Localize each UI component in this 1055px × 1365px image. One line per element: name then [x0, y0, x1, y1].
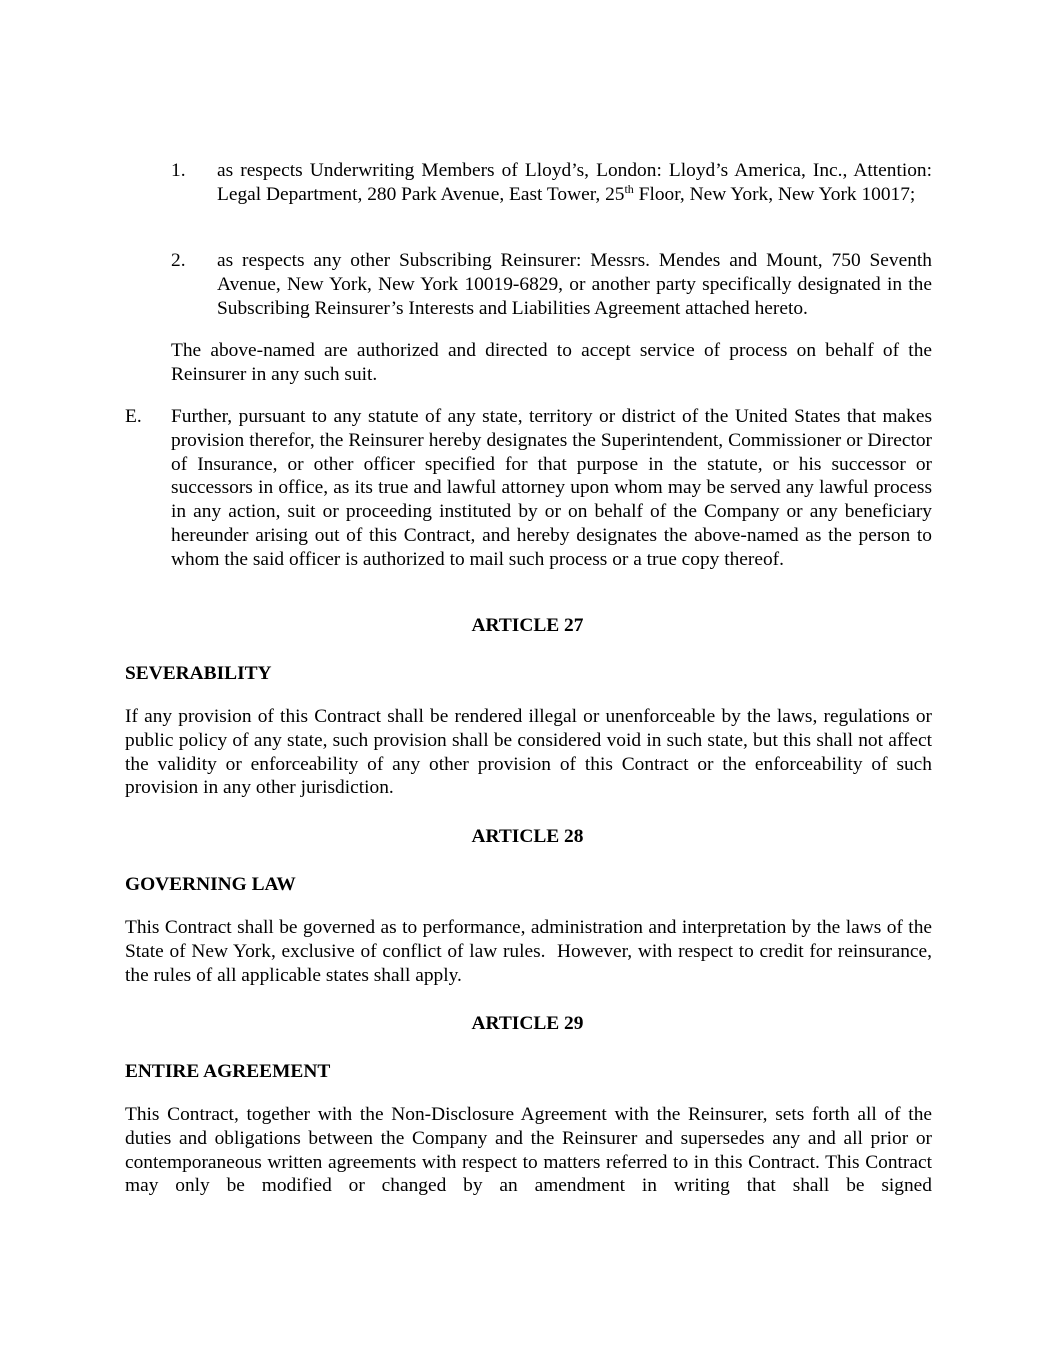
item-1-text-after: Floor, New York, New York 10017; [633, 183, 916, 205]
article-29-title: ENTIRE AGREEMENT [125, 1061, 331, 1082]
article-27-body: If any provision of this Contract shall be rendered illegal or unenforceable by the laws, regulations or public policy of any state, such provision shall be considered void in such state, but this shall not affect the validity or enforceability of any other provision of this Contract or the enforceability of such provision in any other jurisdiction. [125, 706, 932, 799]
article-27-number: ARTICLE 27 [471, 615, 584, 636]
item-1-number: 1. [171, 160, 186, 181]
item-1-text-before: as respects Underwriting Members of Lloyd’s, London: Lloyd’s America, Inc., Attention: Legal Department, 280 Park Avenue, East Tower, 25 [217, 160, 932, 205]
article-27-title: SEVERABILITY [125, 663, 272, 684]
article-28-number: ARTICLE 28 [471, 826, 584, 847]
item-2-text: as respects any other Subscribing Reinsurer: Messrs. Mendes and Mount, 750 Seventh Avenue, New York, New York 10019-6829, or another party specifically designated in the Subscribing Reinsurer’s Interests and Liabilities Agreement attached hereto. [217, 250, 932, 319]
item-1-text [217, 159, 932, 207]
article-29-number: ARTICLE 29 [471, 1013, 584, 1034]
section-e-label: E. [125, 406, 142, 427]
article-28-title: GOVERNING LAW [125, 874, 296, 895]
article-28-body: This Contract shall be governed as to performance, administration and interpretation by the laws of the State of New York, exclusive of conflict of law rules. However, with respect to credit for reinsurance, the rules of all applicable states shall apply. [125, 917, 932, 986]
article-29-body: This Contract, together with the Non-Disclosure Agreement with the Reinsurer, sets forth all of the duties and obligations between the Company and the Reinsurer and supersedes any and all prior or contemporaneous written agreements with respect to matters referred to in this Contract. This Contract may only be modified or changed by an amendment in writing that shall be signed [125, 1104, 932, 1197]
item-1-superscript: th [624, 181, 634, 196]
authorized-paragraph: The above-named are authorized and directed to accept service of process on behalf of the Reinsurer in any such suit. [171, 340, 932, 385]
item-2-number: 2. [171, 250, 186, 271]
section-e-text: Further, pursuant to any statute of any state, territory or district of the United States that makes provision therefor, the Reinsurer hereby designates the Superintendent, Commissioner or Director of Insurance, or other officer specified for that purpose in the statute, or his successor or successors in office, as its true and lawful attorney upon whom may be served any lawful process in any action, suit or proceeding instituted by or on behalf of the Company or any beneficiary hereunder arising out of this Contract, and hereby designates the above-named as the person to whom the said officer is authorized to mail such process or a true copy thereof. [171, 406, 932, 570]
